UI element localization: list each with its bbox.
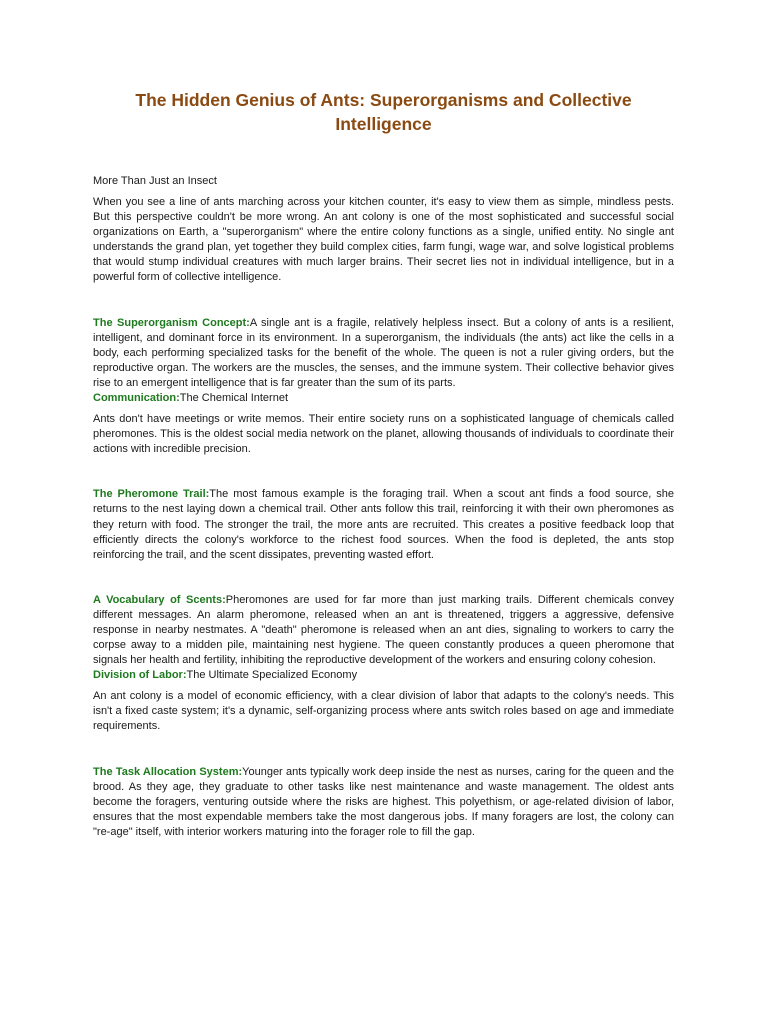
task-allocation-text: Younger ants typically work deep inside the nest as nurses, caring for the queen and the brood. As they age, they graduate to other tasks like nest maintenance and waste management. The oldest ants become the foragers, venturing outside where the risks are highest. This polyethism, or age-related division of labor, ensures that the most expendable members take the most dangerous jobs. If many foragers are lost, the colony can "re-age" itself, with interior workers maturing into the forager role to fill the gap. bbox=[93, 765, 674, 838]
communication-heading bbox=[93, 391, 674, 406]
division-label: Division of Labor: bbox=[93, 669, 187, 682]
task-allocation-paragraph bbox=[93, 765, 674, 840]
division-heading bbox=[93, 668, 674, 683]
communication-paragraph: Ants don't have meetings or write memos. Their entire society runs on a sophisticated language of chemicals called pheromones. This is the oldest social media network on the planet, allowing thousands of individuals to coordinate their actions with incredible precision. bbox=[93, 413, 674, 456]
pheromone-trail-text: The most famous example is the foraging trail. When a scout ant finds a food source, she returns to the nest laying down a chemical trail. Other ants follow this trail, reinforcing it with their own pheromones as they return with food. The stronger the trail, the more ants are recruited. This creates a positive feedback loop that efficiently directs the colony's workforce to the richest food sources. When the food is depleted, the ants stop reinforcing the trail, and the scent dissipates, preventing wasted effort. bbox=[93, 488, 674, 561]
document-title: The Hidden Genius of Ants: Superorganisms and Collective Intelligence bbox=[135, 90, 632, 134]
division-paragraph: An ant colony is a model of economic efficiency, with a clear division of labor that adapts to the colony's needs. This isn't a fixed caste system; it's a dynamic, self-organizing process where ants switch roles based on age and immediate requirements. bbox=[93, 690, 674, 733]
task-allocation-label: The Task Allocation System: bbox=[93, 765, 243, 778]
scents-label: A Vocabulary of Scents: bbox=[93, 593, 226, 606]
pheromone-trail-paragraph bbox=[93, 487, 674, 562]
scents-text: Pheromones are used for far more than just marking trails. Different chemicals convey different messages. An alarm pheromone, released when an ant is threatened, triggers a aggressive, defensive response in nearby nestmates. A "death" pheromone is released when an ant dies, signaling to workers to carry the corpse away to a midden pile, maintaining nest hygiene. The queen constantly produces a queen pheromone that signals her health and fertility, inhibiting the reproductive development of the workers and ensuring colony cohesion. bbox=[93, 593, 675, 667]
communication-label: Communication: bbox=[93, 392, 180, 405]
pheromone-trail-label: The Pheromone Trail: bbox=[93, 488, 210, 501]
scents-paragraph bbox=[93, 593, 674, 668]
intro-paragraph: When you see a line of ants marching across your kitchen counter, it's easy to view them as simple, mindless pests. But this perspective couldn't be more wrong. An ant colony is one of the most sophisticated and successful social organizations on Earth, a "superorganism" where the entire colony functions as a single, unified entity. No single ant understands the grand plan, yet together they build complex cities, farm fungi, wage war, and solve logistical problems that would stump individual creatures with much larger brains. Their secret lies not in individual intelligence, but in a powerful form of collective intelligence. bbox=[93, 196, 674, 284]
intro-heading: More Than Just an Insect bbox=[93, 175, 217, 187]
superorganism-label: The Superorganism Concept: bbox=[93, 316, 250, 329]
superorganism-paragraph bbox=[93, 316, 674, 391]
superorganism-text: A single ant is a fragile, relatively helpless insect. But a colony of ants is a resilient, intelligent, and dominant force in its environment. In a superorganism, the individuals (the ants) act like the cells in a body, each performing specialized tasks for the benefit of the whole. The queen is not a ruler giving orders, but the reproductive organ. The workers are the muscles, the senses, and the immune system. Their collective behavior gives rise to an emergent intelligence that is far greater than the sum of its parts. bbox=[93, 316, 674, 389]
division-subheading: The Ultimate Specialized Economy bbox=[186, 669, 358, 682]
communication-subheading: The Chemical Internet bbox=[179, 392, 288, 405]
